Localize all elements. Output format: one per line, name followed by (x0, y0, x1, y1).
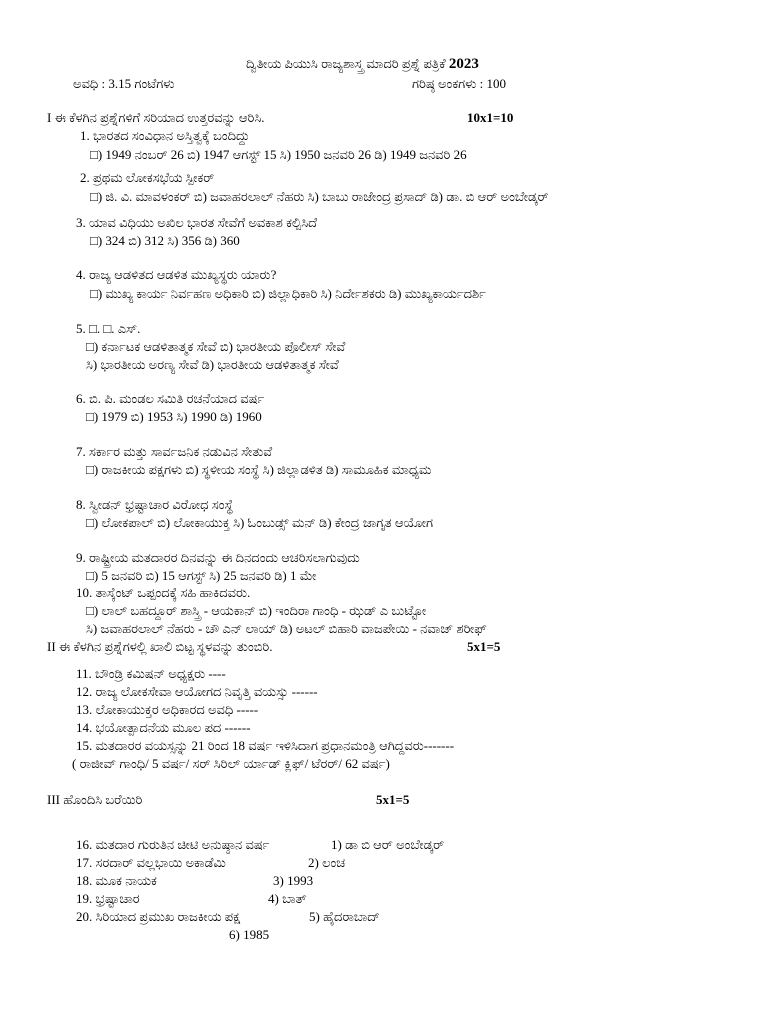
question-6-options: □) 1979 ಬಿ) 1953 ಸಿ) 1990 ಡಿ) 1960 (86, 409, 262, 424)
question-7: 7. ಸರ್ಕಾರ ಮತ್ತು ಸಾರ್ವಜನಿಕ ನಡುವಿನ ಸೇತುವೆ (76, 444, 273, 459)
paper-title-text: ದ್ವಿತೀಯ ಪಿಯುಸಿ ರಾಜ್ಯಶಾಸ್ತ್ರ ಮಾದರಿ ಪ್ರಶ್ನೆ ಪತ್ರಿಕೆ (246, 56, 446, 71)
fill-item-14: 14. ಭಯೋತ್ಪಾದನೆಯ ಮೂಲ ಪದ ------ (76, 720, 251, 735)
question-1-options: □) 1949 ನಂಬರ್ 26 ಬಿ) 1947 ಆಗಸ್ಟ್ 15 ಸಿ) 1950 ಜನವರಿ 26 ಡಿ) 1949 ಜನವರಿ 26 (90, 147, 467, 162)
match-left-17: 17. ಸರದಾರ್ ವಲ್ಲಭಾಯಿ ಅಕಾಡೆಮಿ (76, 855, 226, 870)
question-9: 9. ರಾಷ್ಟ್ರೀಯ ಮತದಾರರ ದಿನವನ್ನು ಈ ದಿನದಂದು ಆಚರಿಸಲಾಗುವುದು (76, 550, 360, 565)
fill-item-13: 13. ಲೋಕಾಯುಕ್ತರ ಅಧಿಕಾರದ ಅವಧಿ ----- (76, 702, 259, 717)
section-2-marks: 5x1=5 (467, 639, 501, 654)
question-2: 2. ಪ್ರಥಮ ಲೋಕಸಭೆಯ ಸ್ಪೀಕರ್ (80, 170, 215, 185)
match-right-6: 6) 1985 (229, 927, 270, 942)
question-9-options: □) 5 ಜನವರಿ ಬಿ) 15 ಆಗಸ್ಟ್ ಸಿ) 25 ಜನವರಿ ಡಿ) 1 ಮೇ (86, 568, 317, 583)
match-right-5: 5) ಹೈದರಾಬಾದ್ (309, 909, 380, 924)
fill-answer-choices: ( ರಾಜೀವ್ ಗಾಂಧಿ/ 5 ವರ್ಷ/ ಸರ್ ಸಿರಿಲ್ ರ್ಯಾಡ್ ಕ್ಲಿಫ್/ ಟೆರರ್/ 62 ವರ್ಷ) (72, 756, 390, 771)
match-right-2: 2) ಲಂಚ (308, 855, 346, 870)
question-10-options-b: ಸಿ) ಜವಾಹರಲಾಲ್ ನೆಹರು - ಚೌ ಎನ್ ಲಾಯ್ ಡಿ) ಅಟಲ್ ಬಿಹಾರಿ ವಾಜಪೇಯಿ - ನವಾಜ್ ಶರೀಫ್ (86, 621, 487, 636)
question-1: 1. ಭಾರತದ ಸಂವಿಧಾನ ಅಸ್ತಿತ್ವಕ್ಕೆ ಬಂದಿದ್ದು (80, 128, 250, 143)
section-3-heading: III ಹೊಂದಿಸಿ ಬರೆಯಿರಿ (47, 792, 143, 807)
question-8: 8. ಸ್ವೀಡನ್ ಭ್ರಷ್ಟಾಚಾರ ವಿರೋಧ ಸಂಸ್ಥೆ (76, 497, 234, 512)
match-right-4: 4) ಬಾತ್ (268, 891, 307, 906)
question-5: 5. □. □. ಎಸ್. (76, 321, 141, 336)
match-left-20: 20. ಸಿರಿಯಾದ ಪ್ರಮುಖ ರಾಜಕೀಯ ಪಕ್ಷ (76, 909, 241, 924)
section-2-heading: II ಈ ಕೆಳಗಿನ ಪ್ರಶ್ನೆಗಳಲ್ಲಿ ಖಾಲಿ ಬಿಟ್ಟ ಸ್ಥಳವನ್ನು ತುಂಬಿರಿ. (47, 639, 273, 654)
question-10: 10. ತಾಸ್ಕೆಂಟ್ ಒಪ್ಪಂದಕ್ಕೆ ಸಹಿ ಹಾಕಿದವರು. (76, 585, 251, 600)
question-5-options-b: ಸಿ) ಭಾರತೀಯ ಅರಣ್ಯ ಸೇವೆ ಡಿ) ಭಾರತೀಯ ಆಡಳಿತಾತ್ಮಕ ಸೇವೆ (86, 357, 339, 372)
question-6: 6. ಬಿ. ಪಿ. ಮಂಡಲ ಸಮಿತಿ ರಚನೆಯಾದ ವರ್ಷ (76, 391, 265, 406)
paper-title (246, 56, 479, 72)
match-left-18: 18. ಮೂಕ ನಾಯಕ (76, 873, 157, 888)
question-5-options-a: □) ಕರ್ನಾಟಕ ಆಡಳಿತಾತ್ಮಕ ಸೇವೆ ಬಿ) ಭಾರತೀಯ ಪೊಲೀಸ್ ಸೇವೆ (86, 339, 346, 354)
question-2-options: □) ಜಿ. ವಿ. ಮಾವಳಂಕರ್ ಬಿ) ಜವಾಹರಲಾಲ್ ನೆಹರು ಸಿ) ಬಾಬು ರಾಜೇಂದ್ರ ಪ್ರಸಾದ್ ಡಿ) ಡಾ. ಬಿ ಆರ್ ಅಂಬೇಡ್ಕರ್ (90, 189, 549, 204)
fill-item-12: 12. ರಾಜ್ಯ ಲೋಕಸೇವಾ ಆಯೋಗದ ನಿವೃತ್ತಿ ವಯಸ್ಸು ------ (76, 684, 318, 699)
question-4: 4. ರಾಜ್ಯ ಆಡಳಿತದ ಆಡಳಿತ ಮುಖ್ಯಸ್ಥರು ಯಾರು? (76, 267, 277, 282)
fill-item-15: 15. ಮತದಾರರ ವಯಸ್ಸನ್ನು 21 ರಿಂದ 18 ವರ್ಷ ಇಳಿಸಿದಾಗ ಪ್ರಧಾನಮಂತ್ರಿ ಆಗಿದ್ದವರು------- (76, 738, 455, 753)
max-marks: ಗರಿಷ್ಠ ಅಂಕಗಳು : 100 (412, 76, 507, 91)
match-left-19: 19. ಭ್ರಷ್ಟಾಚಾರ (76, 891, 140, 906)
question-10-options-a: □) ಲಾಲ್ ಬಹದ್ದೂರ್ ಶಾಸ್ತ್ರಿ - ಆಯಕಾನ್ ಬಿ) ಇಂದಿರಾ ಗಾಂಧಿ - ಝಡ್ ಎ ಬುಟ್ಟೋ (86, 603, 427, 618)
question-3: 3. ಯಾವ ವಿಧಿಯು ಅಖಿಲ ಭಾರತ ಸೇವೆಗೆ ಅವಕಾಶ ಕಲ್ಪಿಸಿದೆ (76, 215, 318, 230)
match-right-1: 1) ಡಾ ಬಿ ಆರ್ ಅಂಬೇಡ್ಕರ್ (331, 837, 445, 852)
match-left-16: 16. ಮತದಾರ ಗುರುತಿನ ಚೀಟಿ ಅನುಷ್ಠಾನ ವರ್ಷ (76, 837, 270, 852)
section-1-marks: 10x1=10 (467, 110, 514, 125)
section-3-marks: 5x1=5 (376, 792, 410, 807)
question-7-options: □) ರಾಜಕೀಯ ಪಕ್ಷಗಳು ಬಿ) ಸ್ಥಳೀಯ ಸಂಸ್ಥೆ ಸಿ) ಜಿಲ್ಲಾಡಳಿತ ಡಿ) ಸಾಮೂಹಿಕ ಮಾಧ್ಯಮ (86, 462, 432, 477)
duration: ಅವಧಿ : 3.15 ಗಂಟೆಗಳು (73, 76, 175, 91)
paper-year: 2023 (448, 56, 479, 72)
match-right-3: 3) 1993 (273, 873, 314, 888)
question-4-options: □) ಮುಖ್ಯ ಕಾರ್ಯ ನಿರ್ವಹಣ ಅಧಿಕಾರಿ ಬಿ) ಜಿಲ್ಲಾಧಿಕಾರಿ ಸಿ) ನಿರ್ದೇಶಕರು ಡಿ) ಮುಖ್ಯಕಾರ್ಯದರ್ಶಿ (90, 286, 486, 301)
question-8-options: □) ಲೋಕಪಾಲ್ ಬಿ) ಲೋಕಾಯುಕ್ತ ಸಿ) ಓಂಬುಡ್ಸ್ ಮನ್ ಡಿ) ಕೇಂದ್ರ ಜಾಗೃತ ಆಯೋಗ (86, 515, 433, 530)
section-1-heading: I ಈ ಕೆಳಗಿನ ಪ್ರಶ್ನೆಗಳಿಗೆ ಸರಿಯಾದ ಉತ್ತರವನ್ನು ಆರಿಸಿ. (47, 110, 265, 125)
question-3-options: □) 324 ಬಿ) 312 ಸಿ) 356 ಡಿ) 360 (90, 233, 240, 248)
fill-item-11: 11. ಬೌಂಡ್ರಿ ಕಮಿಷನ್ ಅಧ್ಯಕ್ಷರು ---- (76, 666, 226, 681)
